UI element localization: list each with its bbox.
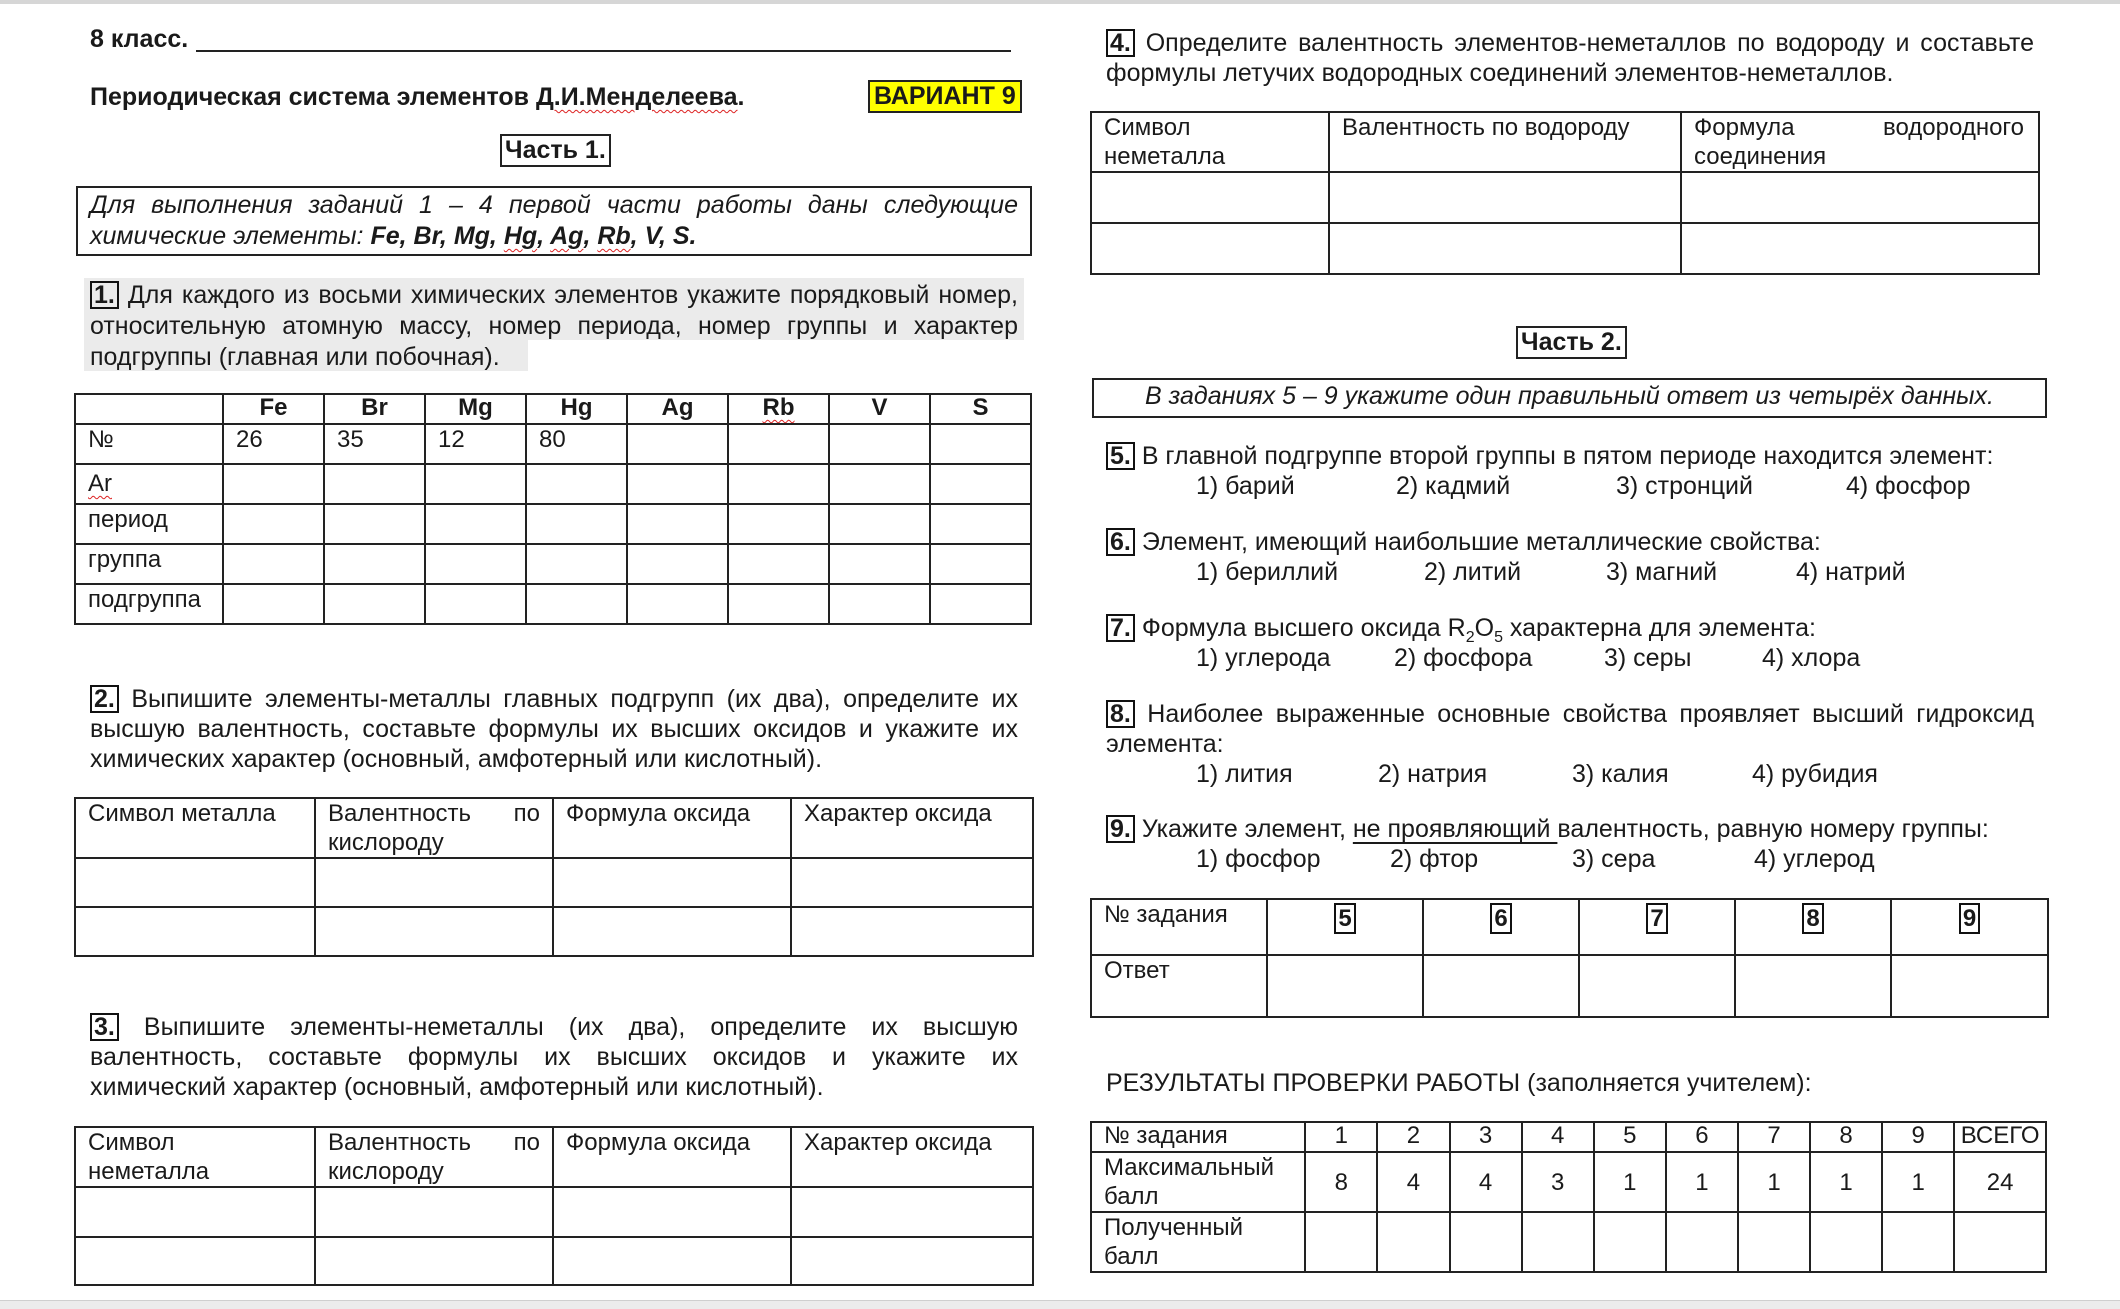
- q8-option-2[interactable]: 2) натрия: [1378, 760, 1488, 788]
- results-col-9: 9: [1882, 1122, 1954, 1152]
- q3-col-formula: Формула оксида: [553, 1127, 791, 1187]
- q1-line3: подгруппы (главная или побочная).: [90, 343, 500, 371]
- q1-cell[interactable]: [627, 464, 728, 504]
- results-max-1: 8: [1305, 1152, 1377, 1212]
- q3-line2: валентность, составьте формулы их высших оксидов и укажите их: [90, 1043, 1018, 1071]
- results-cell[interactable]: [1738, 1212, 1810, 1272]
- q4-cell[interactable]: [1681, 223, 2039, 274]
- q7-option-4[interactable]: 4) хлора: [1762, 644, 1861, 672]
- q3-cell[interactable]: [75, 1187, 315, 1237]
- q4-number: 4.: [1106, 29, 1135, 57]
- q3-cell[interactable]: [553, 1237, 791, 1285]
- table-row: [75, 907, 1033, 956]
- q1-col-ag: Ag: [627, 394, 728, 424]
- table-row: [75, 1237, 1033, 1285]
- part2-heading: Часть 2.: [1516, 326, 1627, 359]
- q1-table: [74, 393, 1032, 625]
- table-row: [75, 1187, 1033, 1237]
- q1-cell[interactable]: [829, 584, 930, 624]
- results-cell[interactable]: [1377, 1212, 1449, 1272]
- q3-col-symbol: Символ неметалла: [75, 1127, 315, 1187]
- q1-cell[interactable]: [324, 464, 425, 504]
- results-cell[interactable]: [1882, 1212, 1954, 1272]
- q3-cell[interactable]: [791, 1187, 1033, 1237]
- answer-col-7: 7: [1579, 899, 1735, 955]
- q5-option-3[interactable]: 3) стронций: [1616, 472, 1753, 500]
- q4-cell[interactable]: [1681, 172, 2039, 223]
- q2-col-formula: Формула оксида: [553, 798, 791, 858]
- q1-cell[interactable]: [728, 424, 829, 464]
- q1-cell[interactable]: [728, 584, 829, 624]
- q2-line1: 2. Выпишите элементы-металлы главных подгрупп (их два), определите их: [90, 684, 1018, 715]
- q1-cell[interactable]: [728, 544, 829, 584]
- q1-cell[interactable]: [930, 464, 1031, 504]
- results-col-6: 6: [1666, 1122, 1738, 1152]
- top-border: [0, 0, 2120, 4]
- results-max-9: 1: [1882, 1152, 1954, 1212]
- q1-row-label-ar: Ar: [75, 464, 223, 504]
- table-row: [75, 464, 1031, 504]
- q1-cell[interactable]: [829, 464, 930, 504]
- q5-option-1[interactable]: 1) барий: [1196, 472, 1295, 500]
- results-row-label-max: Максимальный балл: [1091, 1152, 1305, 1212]
- results-col-total: ВСЕГО: [1954, 1122, 2046, 1152]
- results-max-5: 1: [1594, 1152, 1666, 1212]
- q2-cell[interactable]: [791, 858, 1033, 907]
- q9-options: [1196, 844, 1875, 875]
- q1-row-label-group: группа: [75, 544, 223, 584]
- q2-cell[interactable]: [553, 858, 791, 907]
- q4-line2: формулы летучих водородных соединений элементов-неметаллов.: [1106, 59, 1894, 87]
- results-max-4: 3: [1522, 1152, 1594, 1212]
- q4-col-formula: Формула водородного соединения: [1681, 112, 2039, 172]
- results-cell[interactable]: [1594, 1212, 1666, 1272]
- q2-line3: химических характер (основный, амфотерный или кислотный).: [90, 745, 823, 773]
- results-cell[interactable]: [1666, 1212, 1738, 1272]
- answer-col-5: 5: [1267, 899, 1423, 955]
- part1-heading: Часть 1.: [500, 134, 611, 167]
- q8-option-1[interactable]: 1) лития: [1196, 760, 1293, 788]
- table-row: [1091, 955, 2048, 1017]
- results-row-label-received: Полученный балл: [1091, 1212, 1305, 1272]
- q7-options: [1196, 643, 1860, 674]
- q4-line1: 4. Определите валентность элементов-неметаллов по водороду и составьте: [1106, 28, 2034, 59]
- q1-cell[interactable]: [223, 544, 324, 584]
- results-col-1: 1: [1305, 1122, 1377, 1152]
- q1-col-s: S: [930, 394, 1031, 424]
- answer-row-label-answer: Ответ: [1091, 955, 1267, 1017]
- q1-cell[interactable]: [526, 544, 627, 584]
- q6-option-2[interactable]: 2) литий: [1424, 558, 1522, 586]
- class-label: 8 класс.: [90, 25, 189, 53]
- answer-row-label-task: № задания: [1091, 899, 1267, 955]
- q9-question: 9. Укажите элемент, не проявляющий валентность, равную номеру группы:: [1106, 814, 1989, 845]
- table-row: [75, 504, 1031, 544]
- results-col-5: 5: [1594, 1122, 1666, 1152]
- q1-row-label-subgroup: подгруппа: [75, 584, 223, 624]
- q1-cell[interactable]: [425, 544, 526, 584]
- q6-number: 6.: [1106, 528, 1135, 556]
- results-max-3: 4: [1450, 1152, 1522, 1212]
- q1-header-corner: [75, 394, 223, 424]
- results-row-label-task: № задания: [1091, 1122, 1305, 1152]
- results-cell[interactable]: [1954, 1212, 2046, 1272]
- variant-badge: ВАРИАНТ 9: [868, 80, 1022, 113]
- q2-cell[interactable]: [315, 907, 553, 956]
- answer-cell[interactable]: [1267, 955, 1423, 1017]
- q1-line2: относительную атомную массу, номер периода, номер группы и характер: [90, 312, 1018, 340]
- part1-intro-line2: химические элементы: Fe, Br, Mg, Hg, Ag, Rb, V, S.: [90, 222, 697, 250]
- q1-cell[interactable]: [526, 464, 627, 504]
- answer-table: [1090, 898, 2049, 1018]
- q8-line1: 8. Наиболее выраженные основные свойства проявляет высший гидроксид: [1106, 699, 2034, 730]
- q1-cell[interactable]: [829, 504, 930, 544]
- q1-cell[interactable]: [930, 544, 1031, 584]
- q9-option-4[interactable]: 4) углерод: [1754, 845, 1875, 873]
- results-col-3: 3: [1450, 1122, 1522, 1152]
- q2-cell[interactable]: [75, 907, 315, 956]
- answer-col-8: 8: [1735, 899, 1891, 955]
- answer-col-6: 6: [1423, 899, 1579, 955]
- q1-cell[interactable]: [627, 584, 728, 624]
- q1-cell[interactable]: [627, 424, 728, 464]
- q2-col-symbol: Символ металла: [75, 798, 315, 858]
- q1-cell[interactable]: [324, 584, 425, 624]
- q1-cell[interactable]: 12: [425, 424, 526, 464]
- q7-number: 7.: [1106, 614, 1135, 642]
- q1-cell[interactable]: [627, 544, 728, 584]
- q4-cell[interactable]: [1329, 172, 1681, 223]
- q9-option-1[interactable]: 1) фосфор: [1196, 845, 1321, 873]
- table-row: [75, 858, 1033, 907]
- results-max-total: 24: [1954, 1152, 2046, 1212]
- results-heading: РЕЗУЛЬТАТЫ ПРОВЕРКИ РАБОТЫ (заполняется учителем):: [1106, 1069, 1812, 1097]
- q3-cell[interactable]: [553, 1187, 791, 1237]
- table-row: [1091, 899, 2048, 955]
- results-max-8: 1: [1810, 1152, 1882, 1212]
- q1-cell[interactable]: [324, 504, 425, 544]
- q2-cell[interactable]: [791, 907, 1033, 956]
- results-col-2: 2: [1377, 1122, 1449, 1152]
- q1-cell[interactable]: [930, 424, 1031, 464]
- q4-cell[interactable]: [1091, 223, 1329, 274]
- q2-col-valence: Валентность по кислороду: [315, 798, 553, 858]
- q1-cell[interactable]: [425, 584, 526, 624]
- q4-col-valence: Валентность по водороду: [1329, 112, 1681, 172]
- q1-cell[interactable]: [728, 464, 829, 504]
- q3-table: [74, 1126, 1034, 1286]
- q9-option-3[interactable]: 3) сера: [1572, 845, 1656, 873]
- q4-col-symbol: Символ неметалла: [1091, 112, 1329, 172]
- q5-options: [1196, 471, 1971, 502]
- q4-table: [1090, 111, 2040, 275]
- q1-cell[interactable]: [526, 504, 627, 544]
- q1-cell[interactable]: [829, 544, 930, 584]
- table-row: [1091, 1122, 2046, 1152]
- q4-cell[interactable]: [1329, 223, 1681, 274]
- q1-line1: 1. Для каждого из восьми химических элементов укажите порядковый номер,: [90, 280, 1018, 311]
- q1-cell[interactable]: [425, 504, 526, 544]
- answer-cell[interactable]: [1579, 955, 1735, 1017]
- q3-col-valence: Валентность по кислороду: [315, 1127, 553, 1187]
- q2-cell[interactable]: [315, 858, 553, 907]
- q1-cell[interactable]: [223, 584, 324, 624]
- q2-number: 2.: [90, 685, 119, 713]
- q1-col-rb: Rb: [728, 394, 829, 424]
- q3-cell[interactable]: [75, 1237, 315, 1285]
- q9-option-2[interactable]: 2) фтор: [1390, 845, 1479, 873]
- q3-line1: 3. Выпишите элементы-неметаллы (их два), определите их высшую: [90, 1012, 1018, 1043]
- q3-cell[interactable]: [315, 1237, 553, 1285]
- answer-col-9: 9: [1891, 899, 2048, 955]
- table-row: [75, 424, 1031, 464]
- results-col-7: 7: [1738, 1122, 1810, 1152]
- q6-option-4[interactable]: 4) натрий: [1796, 558, 1906, 586]
- table-row: [1091, 223, 2039, 274]
- q1-row-label-number: №: [75, 424, 223, 464]
- q1-cell[interactable]: 26: [223, 424, 324, 464]
- q1-cell[interactable]: [930, 584, 1031, 624]
- q8-option-3[interactable]: 3) калия: [1572, 760, 1669, 788]
- part2-intro: В заданиях 5 – 9 укажите один правильный ответ из четырёх данных.: [1145, 382, 1994, 410]
- q1-cell[interactable]: [324, 544, 425, 584]
- q1-col-fe: Fe: [223, 394, 324, 424]
- q1-col-br: Br: [324, 394, 425, 424]
- results-cell[interactable]: [1810, 1212, 1882, 1272]
- q1-cell[interactable]: [829, 424, 930, 464]
- answer-cell[interactable]: [1735, 955, 1891, 1017]
- q1-row-label-period: период: [75, 504, 223, 544]
- page-title: Периодическая система элементов Д.И.Менделеева.: [90, 83, 745, 111]
- q1-number: 1.: [90, 281, 119, 309]
- q1-cell[interactable]: [223, 504, 324, 544]
- answer-cell[interactable]: [1891, 955, 2048, 1017]
- q5-option-2[interactable]: 2) кадмий: [1396, 472, 1511, 500]
- q5-question: 5. В главной подгруппе второй группы в пятом периоде находится элемент:: [1106, 441, 1993, 472]
- table-row: [75, 544, 1031, 584]
- q1-cell[interactable]: 35: [324, 424, 425, 464]
- q6-option-3[interactable]: 3) магний: [1606, 558, 1718, 586]
- q9-number: 9.: [1106, 815, 1135, 843]
- q8-number: 8.: [1106, 700, 1135, 728]
- q7-question: 7. Формула высшего оксида $R_2O_5$ характерна для элемента:: [1106, 613, 1816, 653]
- q1-col-hg: Hg: [526, 394, 627, 424]
- table-row: [75, 584, 1031, 624]
- name-line[interactable]: [196, 50, 1011, 52]
- q6-question: 6. Элемент, имеющий наибольшие металлические свойства:: [1106, 527, 1821, 558]
- q3-cell[interactable]: [791, 1237, 1033, 1285]
- q7-option-2[interactable]: 2) фосфора: [1394, 644, 1533, 672]
- q1-cell[interactable]: [223, 464, 324, 504]
- q5-number: 5.: [1106, 442, 1135, 470]
- q3-col-character: Характер оксида: [791, 1127, 1033, 1187]
- q2-cell[interactable]: [75, 858, 315, 907]
- results-max-7: 1: [1738, 1152, 1810, 1212]
- q1-cell[interactable]: [526, 584, 627, 624]
- results-col-4: 4: [1522, 1122, 1594, 1152]
- results-max-2: 4: [1377, 1152, 1449, 1212]
- q1-cell[interactable]: 80: [526, 424, 627, 464]
- results-table: [1090, 1121, 2047, 1273]
- table-row: [1091, 1152, 2046, 1212]
- part1-intro-line1: Для выполнения заданий 1 – 4 первой части работы даны следующие: [90, 191, 1018, 219]
- q6-option-1[interactable]: 1) бериллий: [1196, 558, 1339, 586]
- answer-cell[interactable]: [1423, 955, 1579, 1017]
- q6-options: [1196, 557, 1906, 588]
- table-row: [1091, 172, 2039, 223]
- results-max-6: 1: [1666, 1152, 1738, 1212]
- q2-col-character: Характер оксида: [791, 798, 1033, 858]
- q1-cell[interactable]: [425, 464, 526, 504]
- q7-option-1[interactable]: 1) углерода: [1196, 644, 1331, 672]
- q1-cell[interactable]: [627, 504, 728, 544]
- q2-table: [74, 797, 1034, 957]
- q4-cell[interactable]: [1091, 172, 1329, 223]
- q1-cell[interactable]: [728, 504, 829, 544]
- q1-col-v: V: [829, 394, 930, 424]
- q5-option-4[interactable]: 4) фосфор: [1846, 472, 1971, 500]
- q2-line2: высшую валентность, составьте формулы их высших оксидов и укажите их: [90, 715, 1018, 743]
- q8-line2: элемента:: [1106, 730, 1224, 758]
- results-cell[interactable]: [1450, 1212, 1522, 1272]
- results-col-8: 8: [1810, 1122, 1882, 1152]
- q3-line3: химический характер (основный, амфотерный или кислотный).: [90, 1073, 824, 1101]
- q7-option-3[interactable]: 3) серы: [1604, 644, 1692, 672]
- q8-options: [1196, 759, 1878, 790]
- q8-option-4[interactable]: 4) рубидия: [1752, 760, 1878, 788]
- results-cell[interactable]: [1522, 1212, 1594, 1272]
- table-row: [1091, 1212, 2046, 1272]
- q1-cell[interactable]: [930, 504, 1031, 544]
- results-cell[interactable]: [1305, 1212, 1377, 1272]
- q1-col-mg: Mg: [425, 394, 526, 424]
- q3-number: 3.: [90, 1013, 119, 1041]
- q2-cell[interactable]: [553, 907, 791, 956]
- q3-cell[interactable]: [315, 1187, 553, 1237]
